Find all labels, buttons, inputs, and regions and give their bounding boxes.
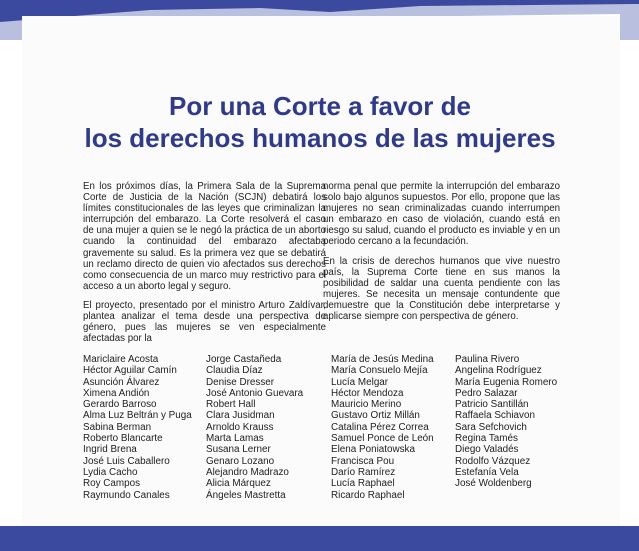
signatory-name: Darío Ramírez — [331, 466, 396, 478]
signatory-name: Héctor Aguilar Camín — [83, 365, 177, 377]
signatory-name: Mariclaire Acosta — [83, 354, 159, 365]
signatory-name: Raffaela Schiavon — [455, 410, 535, 422]
signatory-name: Sabina Berman — [83, 421, 152, 433]
signatory-name: Genaro Lozano — [206, 455, 275, 467]
signatory-name: Raymundo Canales — [83, 489, 170, 501]
signatory-name: Ingrid Brena — [83, 444, 137, 456]
signatory-name: Asunción Álvarez — [83, 376, 160, 388]
signatory-name: Samuel Ponce de León — [331, 433, 434, 445]
signatory-name: Catalina Pérez Correa — [331, 421, 429, 433]
signatory-name: María Consuelo Mejía — [331, 365, 428, 377]
article-column-right — [323, 181, 560, 330]
signatory-name: Gerardo Barroso — [83, 399, 157, 411]
signatory-name: Claudia Díaz — [206, 365, 263, 377]
signatory-name: Robert Hall — [206, 399, 256, 411]
paragraph: En los próximos días, la Primera Sala de la Suprema Corte de Justicia de la Nación (SCJN) debatirá los límites constitucionales de las leyes que criminalizan la interrupción del embarazo. La Corte resolverá el caso de una mujer a quien se le negó la práctica de un aborto cuando la continuidad del embarazo afectaba gravemente su salud. Es la primera vez que se debatirá un reclamo directo de quien vio afectados sus derechos como consecuencia de un marco muy restrictivo para el acceso a un aborto legal y seguro. — [83, 181, 326, 292]
signatory-name: Diego Valadés — [455, 444, 519, 456]
paragraph: El proyecto, presentado por el ministro Arturo Zaldívar, plantea analizar el tema desde una perspectiva de género, pues las mujeres se ven especialmente afectadas por la — [83, 299, 326, 345]
signatory-name: Regina Tamés — [455, 433, 518, 445]
signatory-name: Francisca Pou — [331, 455, 395, 467]
signatory-name: Lucía Melgar — [331, 376, 389, 388]
title-line-2: los derechos humanos de las mujeres — [84, 123, 556, 153]
signatory-name: Roy Campos — [83, 478, 141, 490]
signatory-name: Clara Jusidman — [206, 410, 275, 422]
signatory-list-4 — [455, 354, 557, 490]
signatory-name: Elena Poniatowska — [331, 444, 415, 456]
signatory-name: Ricardo Raphael — [331, 489, 405, 501]
signatory-list-2 — [206, 354, 303, 501]
signatory-name: Alma Luz Beltrán y Puga — [83, 410, 192, 422]
signatory-name: Patricio Santillán — [455, 399, 529, 411]
paragraph: norma penal que permite la interrupción del embarazo solo bajo algunos supuestos. Por ello, propone que las mujeres no sean criminalizadas cuando interrumpen un embarazo en caso de violación, cuando está en riesgo su salud, cuando el producto es inviable y en un periodo cercano a la fecundación. — [323, 181, 560, 248]
signatory-name: Ximena Andión — [83, 387, 150, 399]
signatory-name: José Luis Caballero — [83, 455, 170, 467]
page-title — [30, 90, 610, 154]
signatory-name: Gustavo Ortiz Millán — [331, 410, 420, 422]
signatory-name: Lucía Raphael — [331, 478, 395, 490]
signatory-name: Denise Dresser — [206, 376, 275, 388]
signatory-name: Héctor Mendoza — [331, 387, 404, 399]
signatory-name: Lydia Cacho — [83, 466, 138, 478]
signatory-name: Alejandro Madrazo — [206, 466, 289, 478]
signatory-name: José Antonio Guevara — [206, 387, 304, 399]
signatory-name: Estefanía Vela — [455, 466, 519, 478]
signatory-name: Susana Lerner — [206, 444, 271, 456]
signatory-name: Roberto Blancarte — [83, 433, 163, 445]
signatory-name: Paulina Rivero — [455, 354, 520, 365]
signatory-name: Pedro Salazar — [455, 387, 518, 399]
signatory-name: Ángeles Mastretta — [206, 489, 286, 501]
signatory-name: María de Jesús Medina — [331, 354, 434, 365]
bottom-blue-band — [0, 526, 639, 551]
signatory-name: José Woldenberg — [455, 478, 532, 490]
title-line-1: Por una Corte a favor de — [169, 91, 471, 121]
signatory-name: María Eugenia Romero — [455, 376, 558, 388]
signatory-name: Mauricio Merino — [331, 399, 402, 411]
signatory-name: Arnoldo Krauss — [206, 421, 274, 433]
paragraph: En la crisis de derechos humanos que vive nuestro país, la Suprema Corte tiene en sus manos la posibilidad de saldar una cuenta pendiente con las mujeres. Se necesita un mensaje contundente que demuestre que la Constitución debe interpretarse y aplicarse siempre con perspectiva de género. — [323, 255, 560, 323]
article-column-left — [83, 181, 326, 352]
signatory-name: Marta Lamas — [206, 433, 264, 445]
signatory-name: Sara Sefchovich — [455, 421, 527, 433]
signatory-list-1 — [83, 354, 192, 501]
signatory-name: Alicia Márquez — [206, 478, 271, 490]
signatory-list-3 — [331, 354, 434, 501]
signatory-name: Rodolfo Vázquez — [455, 455, 531, 467]
signatory-name: Jorge Castañeda — [206, 354, 282, 365]
signatory-name: Angelina Rodríguez — [455, 365, 542, 377]
